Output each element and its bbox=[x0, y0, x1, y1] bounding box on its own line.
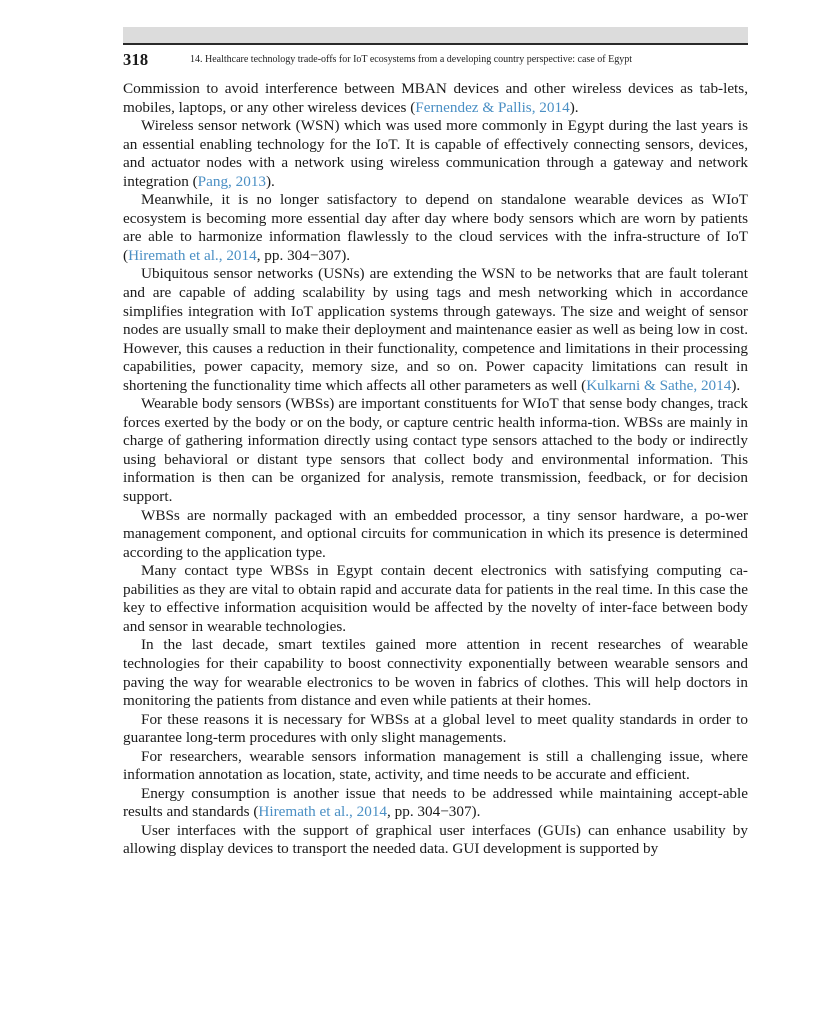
citation-link[interactable]: Hiremath et al., 2014 bbox=[258, 803, 388, 821]
paragraph-2: Wireless sensor network (WSN) which was used more commonly in Egypt during the last years is an essential enabling technology for the IoT. It is capable of effectively connecting sensors, devices, and actuator nodes with a network using wireless communication through a gateway and network integration (Pang, 2013). bbox=[123, 117, 748, 190]
body-text bbox=[123, 80, 748, 859]
paragraph-9: For these reasons it is necessary for WBSs at a global level to meet quality standards in order to guarantee long-term procedures with only slight managements. bbox=[123, 710, 748, 747]
citation-link[interactable]: Fernendez & Pallis, 2014 bbox=[415, 98, 570, 116]
header-rule bbox=[123, 43, 748, 45]
paragraph-10: For researchers, wearable sensors information management is still a challenging issue, where information annotation as location, state, activity, and time needs to be accurate and efficient. bbox=[123, 747, 748, 784]
paragraph-1: Commission to avoid interference between MBAN devices and other wireless devices as tab-lets, mobiles, laptops, or any other wireless devices (Fernendez & Pallis, 2014). bbox=[123, 80, 748, 116]
citation-link[interactable]: Kulkarni & Sathe, 2014 bbox=[586, 376, 732, 394]
paragraph-4: Ubiquitous sensor networks (USNs) are extending the WSN to be networks that are fault tolerant and are capable of adding scalability by using tags and mesh networking which in accordance simplifies integration with IoT application systems through gateways. The size and weight of sensor nodes are usually small to make their deployment and maintenance easier as well as being low in cost. However, this causes a reduction in their functionality, competence and limitations in their processing capabilities, power capacity, memory size, and so on. Power capacity limitations can result in shortening the functionality time which affects all other parameters as well (Kulkarni & Sathe, 2014). bbox=[123, 265, 748, 394]
running-head: 14. Healthcare technology trade-offs for IoT ecosystems from a developing country perspective: case of Egypt bbox=[190, 54, 632, 65]
citation-link[interactable]: Pang, 2013 bbox=[197, 172, 266, 190]
header-shade-bar bbox=[123, 27, 748, 43]
paragraph-11: Energy consumption is another issue that needs to be addressed while maintaining accept-able results and standards (Hiremath et al., 2014, pp. 304−307). bbox=[123, 784, 748, 821]
paragraph-5: Wearable body sensors (WBSs) are important constituents for WIoT that sense body changes, track forces exerted by the body or on the body, or capture centric health informa-tion. WBSs are mainly in charge of gathering information directly using contact type sensors attached to the body or indirectly using behavioral or distant type sensors that collect body and environmental information. This information is then can be organized for analysis, remote transmission, feedback, or for decision support. bbox=[123, 395, 748, 506]
paragraph-7: Many contact type WBSs in Egypt contain decent electronics with satisfying computing ca-pabilities as they are vital to obtain rapid and accurate data for patients in the real time. In this case the key to effective information acquisition would be affected by the novelty of inter-face between body and sensor in wearable technologies. bbox=[123, 562, 748, 635]
page-number: 318 bbox=[123, 50, 149, 69]
citation-link[interactable]: Hiremath et al., 2014 bbox=[128, 246, 257, 264]
paragraph-6: WBSs are normally packaged with an embedded processor, a tiny sensor hardware, a po-wer management component, and optional circuits for communication in which its presence is determined according to the application type. bbox=[123, 506, 748, 561]
paragraph-8: In the last decade, smart textiles gained more attention in recent researches of wearable technologies for their capability to boost connectivity exponentially between wearable sensors and paving the way for wearable electronics to be woven in fabrics of clothes. This will help doctors in monitoring the patients from distance and even while patients at their homes. bbox=[123, 636, 748, 710]
paragraph-3: Meanwhile, it is no longer satisfactory to depend on standalone wearable devices as WIoT ecosystem is becoming more essential day after day where body sensors which are worn by patients are able to harmonize information flawlessly to the cloud services with the infra-structure of IoT (Hiremath et al., 2014, pp. 304−307). bbox=[123, 191, 748, 264]
paragraph-12: User interfaces with the support of graphical user interfaces (GUIs) can enhance usability by allowing display devices to transport the needed data. GUI development is supported by bbox=[123, 821, 748, 858]
